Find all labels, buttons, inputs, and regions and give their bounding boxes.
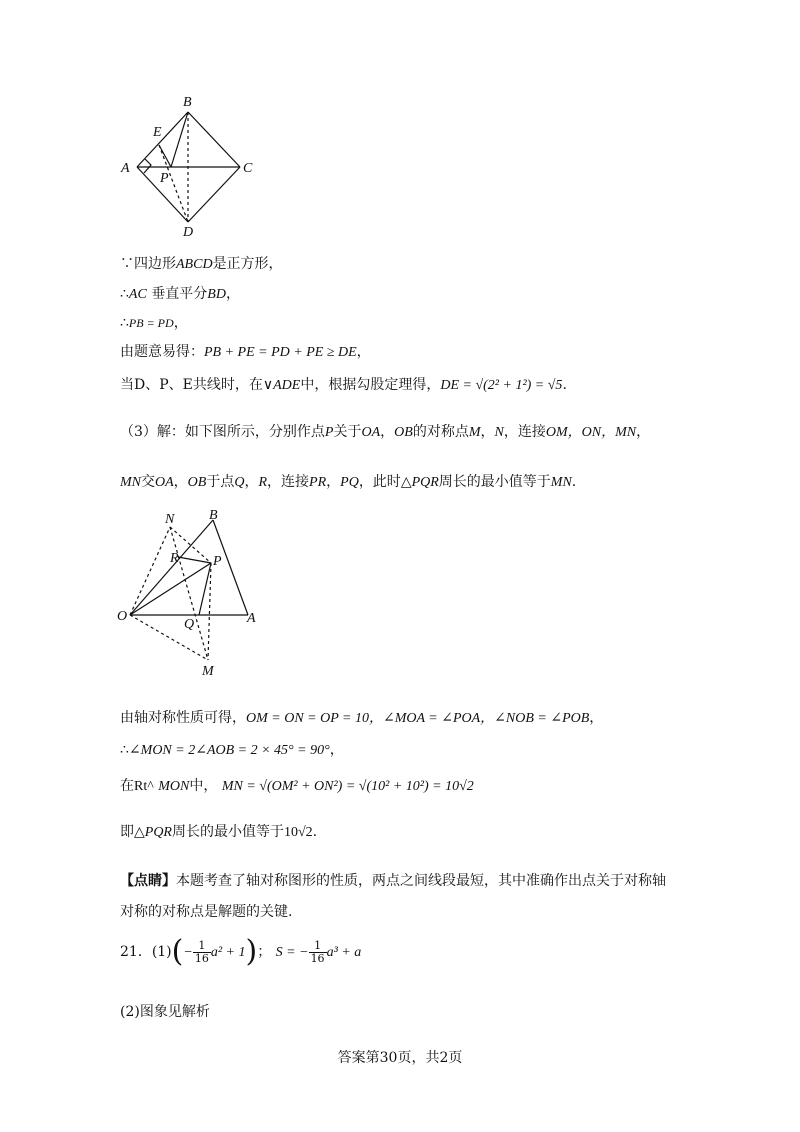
figure-square-abcd <box>115 90 275 240</box>
label-d: D <box>183 225 194 240</box>
q21-line: 21．(1)(− $\frac{1}{16}$ a² + 1)； S = − $\frac{1}{16}$ a³ + a <box>120 934 362 969</box>
label-n: N <box>165 512 175 527</box>
segment-pm <box>208 563 211 660</box>
comment-line-2: 对称的对称点是解题的关键. <box>120 904 293 920</box>
part3b-line-4: 即△PQR周长的最小值等于10√2. <box>120 824 318 840</box>
label-a2: A <box>247 611 256 626</box>
proof-line-5: 当D、P、E共线时，在∨ADE中，根据勾股定理得，DE = √(2² + 1²) = √5. <box>120 377 567 393</box>
right-angle-mark <box>144 159 151 173</box>
q21-fraction-1: $\frac{1}{16}$ <box>194 938 209 965</box>
segment-op <box>130 563 211 615</box>
proof-line-2: ∴AC 垂直平分BD， <box>120 286 240 302</box>
side-ab <box>137 112 188 167</box>
segment-bp <box>171 112 188 167</box>
label-q: Q <box>184 617 195 632</box>
label-b: B <box>183 95 192 110</box>
label-e: E <box>153 125 162 140</box>
proof-line-1: ∵四边形ABCD是正方形， <box>120 256 283 272</box>
page-footer: 答案第30页，共2页 <box>337 1050 463 1066</box>
proof-line-3: ∴PB = PD， <box>120 315 188 331</box>
label-m: M <box>202 664 214 679</box>
q21-fraction-2: $\frac{1}{16}$ <box>310 938 325 965</box>
part3-line-2: MN交OA，OB于点Q，R，连接PR，PQ，此时△PQR周长的最小值等于MN. <box>120 474 577 490</box>
part3-line-1: （3）解：如下图所示，分别作点P关于OA，OB的对称点M，N，连接OM，ON，MN， <box>120 424 651 440</box>
label-p2: P <box>213 554 222 569</box>
side-cd <box>188 167 240 222</box>
segment-rp <box>178 557 211 563</box>
comment-tag: 【点睛】 <box>120 873 176 889</box>
q21-part2: (2)图象见解析 <box>120 1004 210 1020</box>
label-c: C <box>243 161 253 176</box>
part3b-line-2: ∴∠MON = 2∠AOB = 2 × 45° = 90°， <box>120 742 344 758</box>
figure-reflection <box>115 505 275 685</box>
part3b-line-3: 在Rt^ MON中， MN = √(OM² + ON²) = √(10² + 10²) = 10√2 <box>120 778 474 794</box>
part3b-line-1: 由轴对称性质可得，OM = ON = OP = 10，∠MOA = ∠POA，∠NOB = ∠POB， <box>120 710 604 726</box>
label-a: A <box>121 161 130 176</box>
label-b2: B <box>209 508 218 523</box>
label-r: R <box>170 551 179 566</box>
label-o: O <box>117 609 128 624</box>
proof-line-4: 由题意易得：PB + PE = PD + PE ≥ DE， <box>120 344 371 360</box>
segment-ep <box>159 145 171 167</box>
segment-om <box>130 615 208 660</box>
label-p: P <box>160 171 169 186</box>
side-bc <box>188 112 240 167</box>
comment-line-1: 【点睛】本题考查了轴对称图形的性质，两点之间线段最短，其中准确作出点关于对称轴 <box>120 873 666 889</box>
